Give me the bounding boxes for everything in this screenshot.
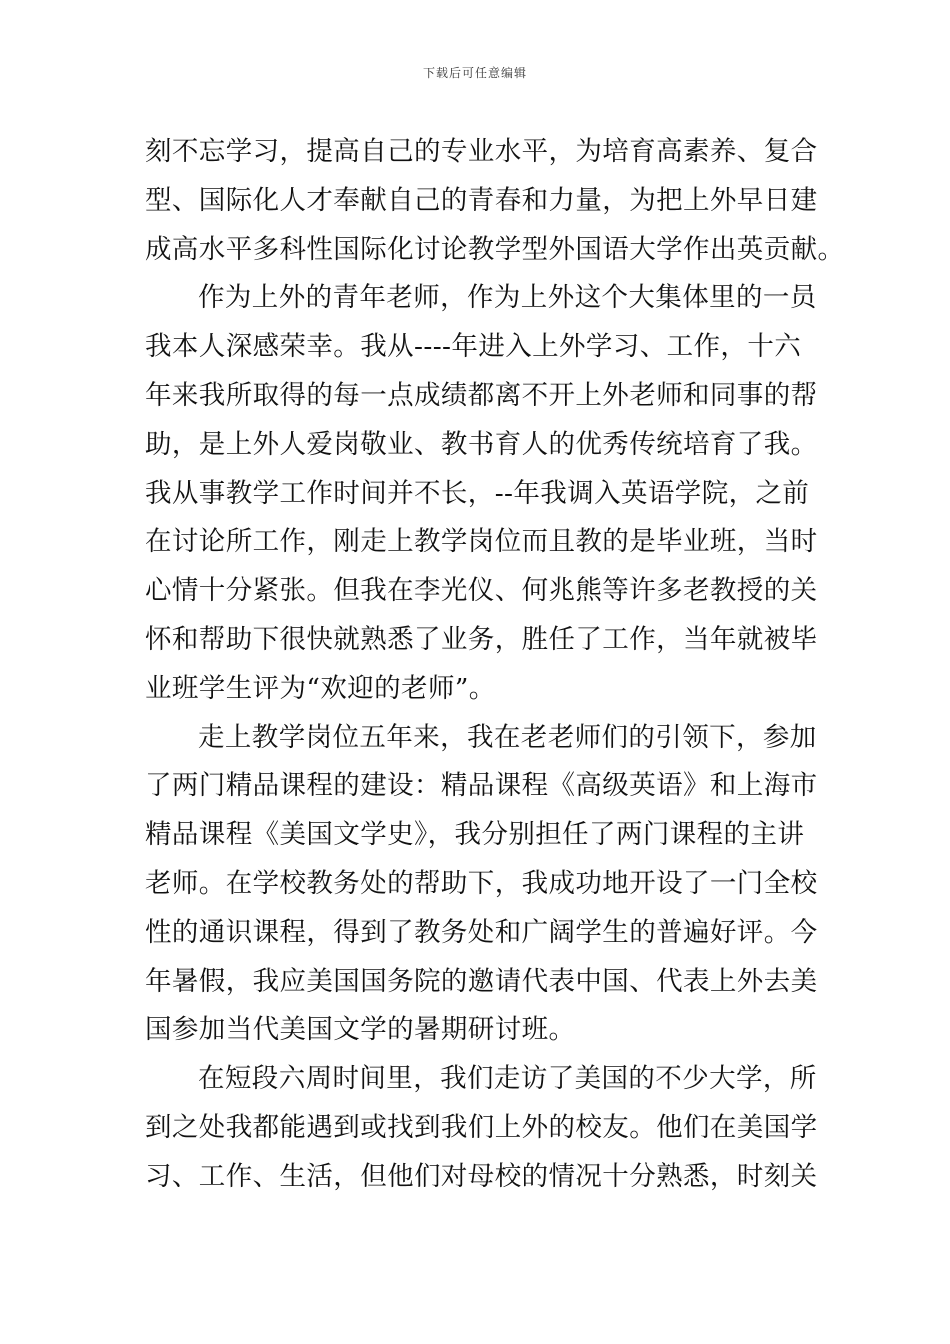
text-line: 成高水平多科性国际化讨论教学型外国语大学作出英贡献。 [145,233,845,265]
paragraph-start-line: 走上教学岗位五年来，我在老老师们的引领下，参加 [198,721,817,753]
text-line: 助，是上外人爱岗敬业、教书育人的优秀传统培育了我。 [145,428,818,460]
text-line: 心情十分紧张。但我在李光仪、何兆熊等许多老教授的关 [145,575,818,607]
text-line: 年暑假，我应美国国务院的邀请代表中国、代表上外去美 [145,965,818,997]
document-body [145,128,845,1202]
text-line: 年来我所取得的每一点成绩都离不开上外老师和同事的帮 [145,379,818,411]
text-line: 怀和帮助下很快就熟悉了业务，胜任了工作，当年就被毕 [145,623,818,655]
text-line: 我从事教学工作时间并不长，--年我调入英语学院，之前 [145,477,810,509]
text-line: 国参加当代美国文学的暑期研讨班。 [145,1014,576,1046]
paragraph-start-line: 作为上外的青年老师，作为上外这个大集体里的一员 [198,282,817,314]
text-line: 在讨论所工作，刚走上教学岗位而且教的是毕业班，当时 [145,526,818,558]
text-line: 了两门精品课程的建设：精品课程《高级英语》和上海市 [145,770,818,802]
text-line: 精品课程《美国文学史》，我分别担任了两门课程的主讲 [145,819,805,851]
paragraph-start-line: 在短段六周时间里，我们走访了美国的不少大学，所 [198,1063,817,1095]
text-line: 习、工作、生活，但他们对母校的情况十分熟悉，时刻关 [145,1160,818,1192]
text-line: 型、国际化人才奉献自己的青春和力量，为把上外早日建 [145,184,818,216]
text-line: 性的通识课程，得到了教务处和广阔学生的普遍好评。今 [145,916,818,948]
text-line: 刻不忘学习，提高自己的专业水平，为培育高素养、复合 [145,136,818,167]
page-header: 下载后可任意编辑 [422,66,527,80]
text-line: 老师。在学校教务处的帮助下，我成功地开设了一门全校 [145,867,818,899]
text-line: 业班学生评为“欢迎的老师”。 [145,672,496,704]
text-line: 到之处我都能遇到或找到我们上外的校友。他们在美国学 [145,1111,818,1143]
text-line: 我本人深感荣幸。我从----年进入上外学习、工作，十六 [145,331,802,363]
